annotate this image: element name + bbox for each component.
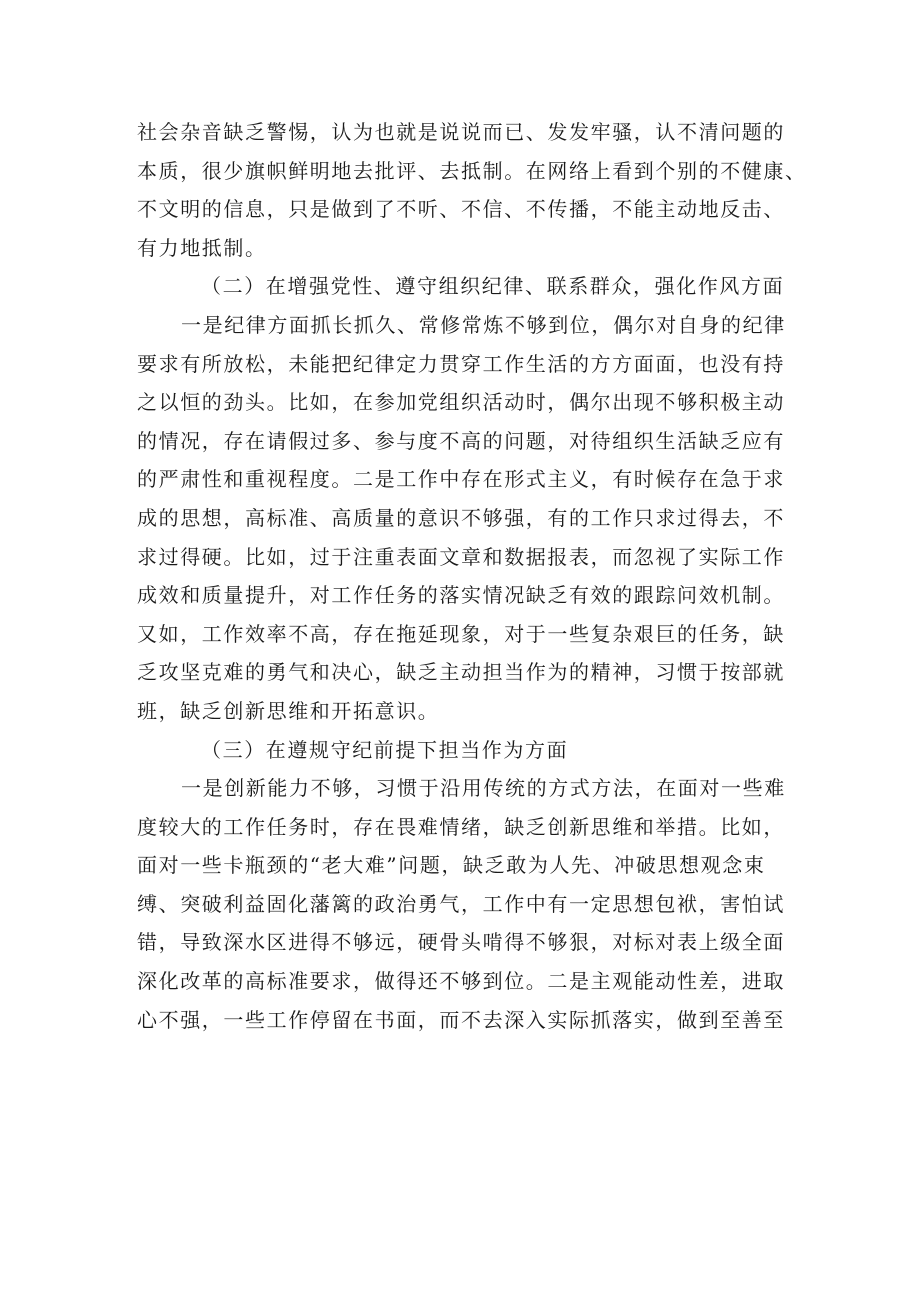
- paragraph-line: 一是纪律方面抓长抓久、常修常炼不够到位，偶尔对自身的纪律: [181, 312, 786, 337]
- paragraph-line: 又如，工作效率不高，存在拖延现象，对于一些复杂艰巨的任务，缺: [137, 621, 785, 646]
- paragraph-line: 缚、突破利益固化藩篱的政治勇气，工作中有一定思想包袱，害怕试: [137, 891, 785, 916]
- paragraph-line: 错，导致深水区进得不够远，硬骨头啃得不够狠，对标对表上级全面: [137, 930, 785, 955]
- paragraph-line: 乏攻坚克难的勇气和决心，缺乏主动担当作为的精神，习惯于按部就: [137, 660, 785, 685]
- section-heading-2: （二）在增强党性、遵守组织纪律、联系群众，强化作风方面: [201, 274, 785, 299]
- paragraph-2: [137, 306, 797, 731]
- paragraph-line: 成的思想，高标准、高质量的意识不够强，有的工作只求过得去，不: [137, 505, 785, 530]
- paragraph-line: 社会杂音缺乏警惕，认为也就是说说而已、发发牢骚，认不清问题的: [137, 120, 785, 144]
- paragraph-1: [137, 113, 807, 267]
- paragraph-line: 有力地抵制。: [137, 235, 267, 260]
- paragraph-line: 班，缺乏创新思维和开拓意识。: [137, 698, 440, 723]
- paragraph-line: 本质，很少旗帜鲜明地去批评、去抵制。在网络上看到个别的不健康、: [137, 158, 807, 183]
- paragraph-line: 面对一些卡瓶颈的“老大难”问题，缺乏敢为人先、冲破思想观念束: [137, 853, 766, 878]
- paragraph-line: 一是创新能力不够，习惯于沿用传统的方式方法，在面对一些难: [181, 776, 786, 801]
- paragraph-3: [137, 769, 797, 1039]
- paragraph-line: 之以恒的劲头。比如，在参加党组织活动时，偶尔出现不够积极主动: [137, 390, 785, 415]
- paragraph-line: 深化改革的高标准要求，做得还不够到位。二是主观能动性差，进取: [137, 969, 785, 994]
- paragraph-line: 的情况，存在请假过多、参与度不高的问题，对待组织生活缺乏应有: [137, 428, 785, 453]
- paragraph-line: 成效和质量提升，对工作任务的落实情况缺乏有效的跟踪问效机制。: [137, 583, 785, 608]
- section-heading-3: （三）在遵规守纪前提下担当作为方面: [201, 737, 569, 762]
- paragraph-line: 求过得硬。比如，过于注重表面文章和数据报表，而忽视了实际工作: [137, 544, 785, 569]
- paragraph-line: 度较大的工作任务时，存在畏难情绪，缺乏创新思维和举措。比如，: [137, 814, 785, 839]
- paragraph-line: 的严肃性和重视程度。二是工作中存在形式主义，有时候存在急于求: [137, 467, 785, 492]
- paragraph-line: 心不强，一些工作停留在书面，而不去深入实际抓落实，做到至善至: [137, 1007, 785, 1032]
- document-body: [137, 113, 807, 1039]
- paragraph-line: 不文明的信息，只是做到了不听、不信、不传播，不能主动地反击、: [137, 197, 785, 222]
- paragraph-line: 要求有所放松，未能把纪律定力贯穿工作生活的方方面面，也没有持: [137, 351, 785, 376]
